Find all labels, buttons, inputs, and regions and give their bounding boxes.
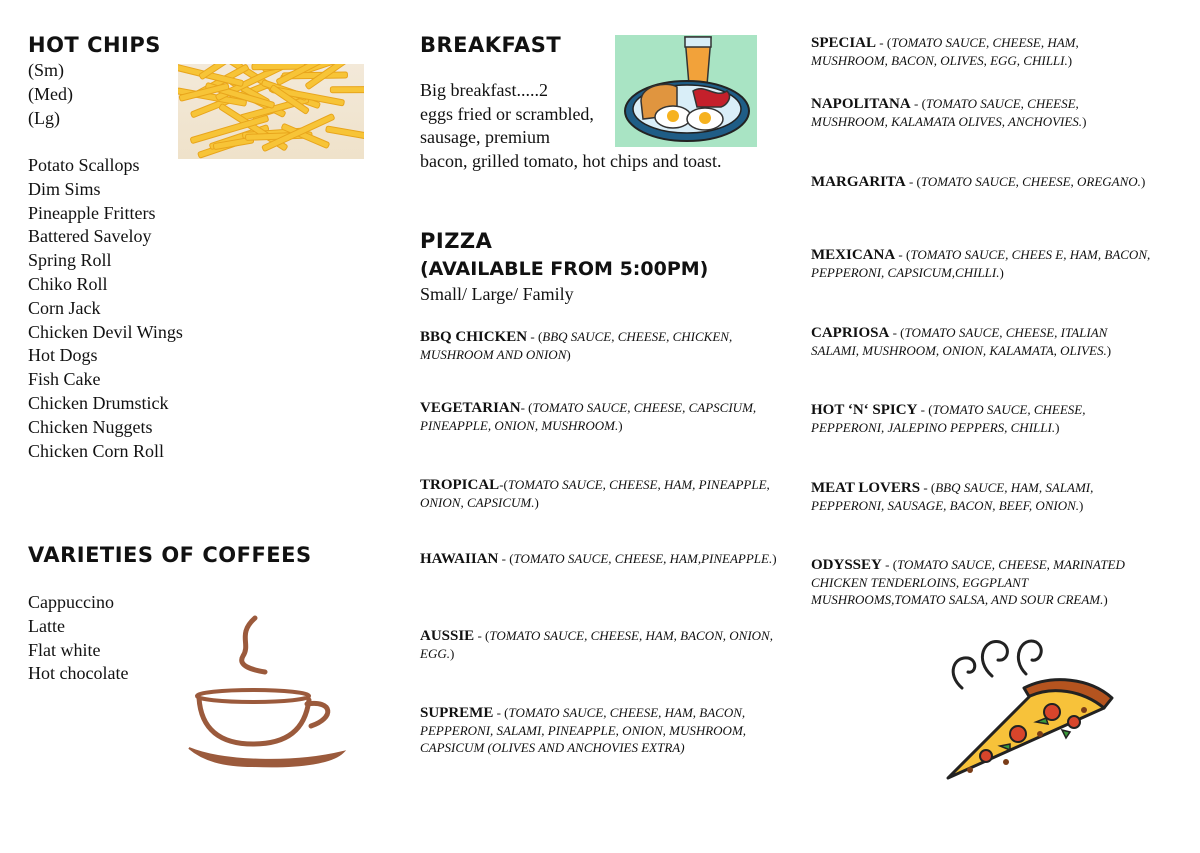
coffee-cup-icon	[183, 612, 353, 777]
pizza-item-hawaiian: HAWAIIAN - (TOMATO SAUCE, CHEESE, HAM,PINEAPPLE.)	[420, 551, 777, 567]
pizza-name: SPECIAL	[811, 35, 877, 51]
hot-chips-heading: HOT CHIPS	[28, 33, 161, 57]
pizza-slice-icon	[940, 630, 1120, 791]
hot-chips-items	[28, 154, 183, 463]
list-item: Chicken Devil Wings	[28, 321, 183, 342]
list-item: Dim Sims	[28, 178, 101, 199]
fry-stick	[330, 86, 364, 92]
pizza-toppings: TOMATO SAUCE, CHEESE, CAPSCIUM, PINEAPPLE, ONION, MUSHROOM.	[420, 400, 757, 433]
list-item: Hot chocolate	[28, 663, 129, 684]
hot-chips-photo	[178, 64, 364, 159]
list-item: Chicken Corn Roll	[28, 440, 164, 461]
list-item: Potato Scallops	[28, 155, 140, 175]
pizza-heading: PIZZA	[420, 229, 493, 253]
breakfast-plate-clipart	[615, 35, 757, 147]
pizza-item-napolitana: NAPOLITANA - (TOMATO SAUCE, CHEESE, MUSHROOM, KALAMATA OLIVES, ANCHOVIES.)	[811, 96, 1087, 129]
pizza-item-aussie: AUSSIE - (TOMATO SAUCE, CHEESE, HAM, BACON, ONION, EGG.)	[420, 628, 773, 661]
pizza-toppings: TOMATO SAUCE, CHEESE, HAM, PINEAPPLE, ONION, CAPSICUM.	[420, 477, 770, 510]
pizza-availability: (AVAILABLE FROM 5:00PM)	[420, 258, 709, 280]
coffees-heading: VARIETIES OF COFFEES	[28, 543, 312, 567]
breakfast-line: Big breakfast.....2	[420, 80, 548, 100]
size-large: (Lg)	[28, 107, 60, 128]
pizza-toppings: TOMATO SAUCE, CHEESE, HAM,PINEAPPLE.	[513, 551, 773, 566]
list-item: Flat white	[28, 639, 101, 660]
pizza-name: HAWAIIAN	[420, 551, 499, 567]
pizza-name: HOT ‘N‘ SPICY	[811, 402, 918, 418]
list-item: Chiko Roll	[28, 273, 108, 294]
size-medium: (Med)	[28, 83, 73, 104]
list-item: Hot Dogs	[28, 345, 98, 366]
pizza-toppings: TOMATO SAUCE, CHEESE, PEPPERONI, JALEPINO PEPPERS, CHILLI.	[811, 402, 1086, 435]
pizza-name: MARGARITA	[811, 174, 906, 190]
pizza-name: NAPOLITANA	[811, 96, 911, 112]
list-item: Cappuccino	[28, 592, 114, 612]
pizza-item-supreme: SUPREME - (TOMATO SAUCE, CHEESE, HAM, BACON, PEPPERONI, SALAMI, PINEAPPLE, ONION, MUSHROOM, CAPSICUM (OLIVES AND ANCHOVIES EXTRA)	[420, 705, 747, 755]
pizza-item-meat-lovers: MEAT LOVERS - (BBQ SAUCE, HAM, SALAMI, PEPPERONI, SAUSAGE, BACON, BEEF, ONION.)	[811, 480, 1094, 513]
list-item: Chicken Nuggets	[28, 416, 153, 437]
hot-chips-sizes	[28, 59, 73, 130]
pizza-toppings: TOMATO SAUCE, CHEESE, HAM, MUSHROOM, BACON, OLIVES, EGG, CHILLI.	[811, 35, 1079, 68]
pizza-toppings: TOMATO SAUCE, CHEESE, ITALIAN SALAMI, MUSHROOM, ONION, KALAMATA, OLIVES.	[811, 325, 1108, 358]
pizza-toppings: TOMATO SAUCE, CHEESE, HAM, BACON, PEPPERONI, SALAMI, PINEAPPLE, ONION, MUSHROOM, CAPSICUM (OLIVES AND ANCHOVIES EXTRA)	[420, 705, 747, 755]
pizza-toppings: TOMATO SAUCE, CHEESE, MUSHROOM, KALAMATA OLIVES, ANCHOVIES.	[811, 96, 1083, 129]
fry-stick	[326, 126, 364, 144]
list-item: Spring Roll	[28, 250, 112, 271]
breakfast-line: bacon, grilled tomato, hot chips and toast.	[420, 150, 722, 171]
pizza-sizes: Small/ Large/ Family	[420, 284, 574, 304]
pizza-item-tropical: TROPICAL-(TOMATO SAUCE, CHEESE, HAM, PINEAPPLE, ONION, CAPSICUM.)	[420, 477, 770, 510]
pizza-toppings: TOMATO SAUCE, CHEES E, HAM, BACON, PEPPERONI, CAPSICUM,CHILLI.	[811, 247, 1151, 280]
list-item: Pineapple Fritters	[28, 202, 156, 223]
list-item: Corn Jack	[28, 297, 101, 318]
pizza-name: CAPRIOSA	[811, 325, 890, 341]
pizza-toppings: BBQ SAUCE, CHEESE, CHICKEN, MUSHROOM AND ONION	[420, 329, 733, 362]
pizza-toppings: TOMATO SAUCE, CHEESE, HAM, BACON, ONION, EGG.	[420, 628, 773, 661]
breakfast-line: sausage, premium	[420, 127, 550, 147]
pizza-name: BBQ CHICKEN	[420, 329, 528, 345]
pizza-item-capriosa: CAPRIOSA - (TOMATO SAUCE, CHEESE, ITALIAN SALAMI, MUSHROOM, ONION, KALAMATA, OLIVES.)	[811, 325, 1112, 358]
pizza-item-hot-n-spicy: HOT ‘N‘ SPICY - (TOMATO SAUCE, CHEESE, PEPPERONI, JALEPINO PEPPERS, CHILLI.)	[811, 402, 1086, 435]
pizza-name: MEXICANA	[811, 247, 896, 263]
size-small: (Sm)	[28, 60, 64, 80]
pizza-item-vegetarian: VEGETARIAN- (TOMATO SAUCE, CHEESE, CAPSCIUM, PINEAPPLE, ONION, MUSHROOM.)	[420, 400, 757, 433]
breakfast-line: eggs fried or scrambled,	[420, 103, 594, 124]
pizza-toppings: TOMATO SAUCE, CHEESE, MARINATED CHICKEN TENDERLOINS, EGGPLANT MUSHROOMS,TOMATO SALSA, AND SOUR CREAM.	[811, 557, 1125, 607]
pizza-item-mexicana: MEXICANA - (TOMATO SAUCE, CHEES E, HAM, BACON, PEPPERONI, CAPSICUM,CHILLI.)	[811, 247, 1151, 280]
coffees-items	[28, 591, 128, 686]
pizza-item-margarita: MARGARITA - (TOMATO SAUCE, CHEESE, OREGANO.)	[811, 174, 1146, 190]
pizza-item-bbq-chicken: BBQ CHICKEN - (BBQ SAUCE, CHEESE, CHICKEN, MUSHROOM AND ONION)	[420, 329, 733, 362]
pizza-name: AUSSIE	[420, 628, 475, 644]
pizza-item-odyssey: ODYSSEY - (TOMATO SAUCE, CHEESE, MARINATED CHICKEN TENDERLOINS, EGGPLANT MUSHROOMS,TOMATO SALSA, AND SOUR CREAM.)	[811, 557, 1125, 607]
pizza-toppings: BBQ SAUCE, HAM, SALAMI, PEPPERONI, SAUSAGE, BACON, BEEF, ONION.	[811, 480, 1094, 513]
pizza-item-special: SPECIAL - (TOMATO SAUCE, CHEESE, HAM, MUSHROOM, BACON, OLIVES, EGG, CHILLI.)	[811, 35, 1079, 68]
list-item: Chicken Drumstick	[28, 392, 169, 413]
breakfast-heading: BREAKFAST	[420, 33, 562, 57]
list-item: Battered Saveloy	[28, 226, 152, 247]
list-item: Fish Cake	[28, 369, 101, 390]
pizza-name: ODYSSEY	[811, 557, 882, 573]
pizza-name: TROPICAL	[420, 477, 500, 493]
list-item: Latte	[28, 615, 65, 636]
pizza-toppings: TOMATO SAUCE, CHEESE, OREGANO.	[920, 174, 1141, 189]
pizza-name: VEGETARIAN	[420, 400, 521, 416]
pizza-name: MEAT LOVERS	[811, 480, 921, 496]
pizza-name: SUPREME	[420, 705, 494, 721]
